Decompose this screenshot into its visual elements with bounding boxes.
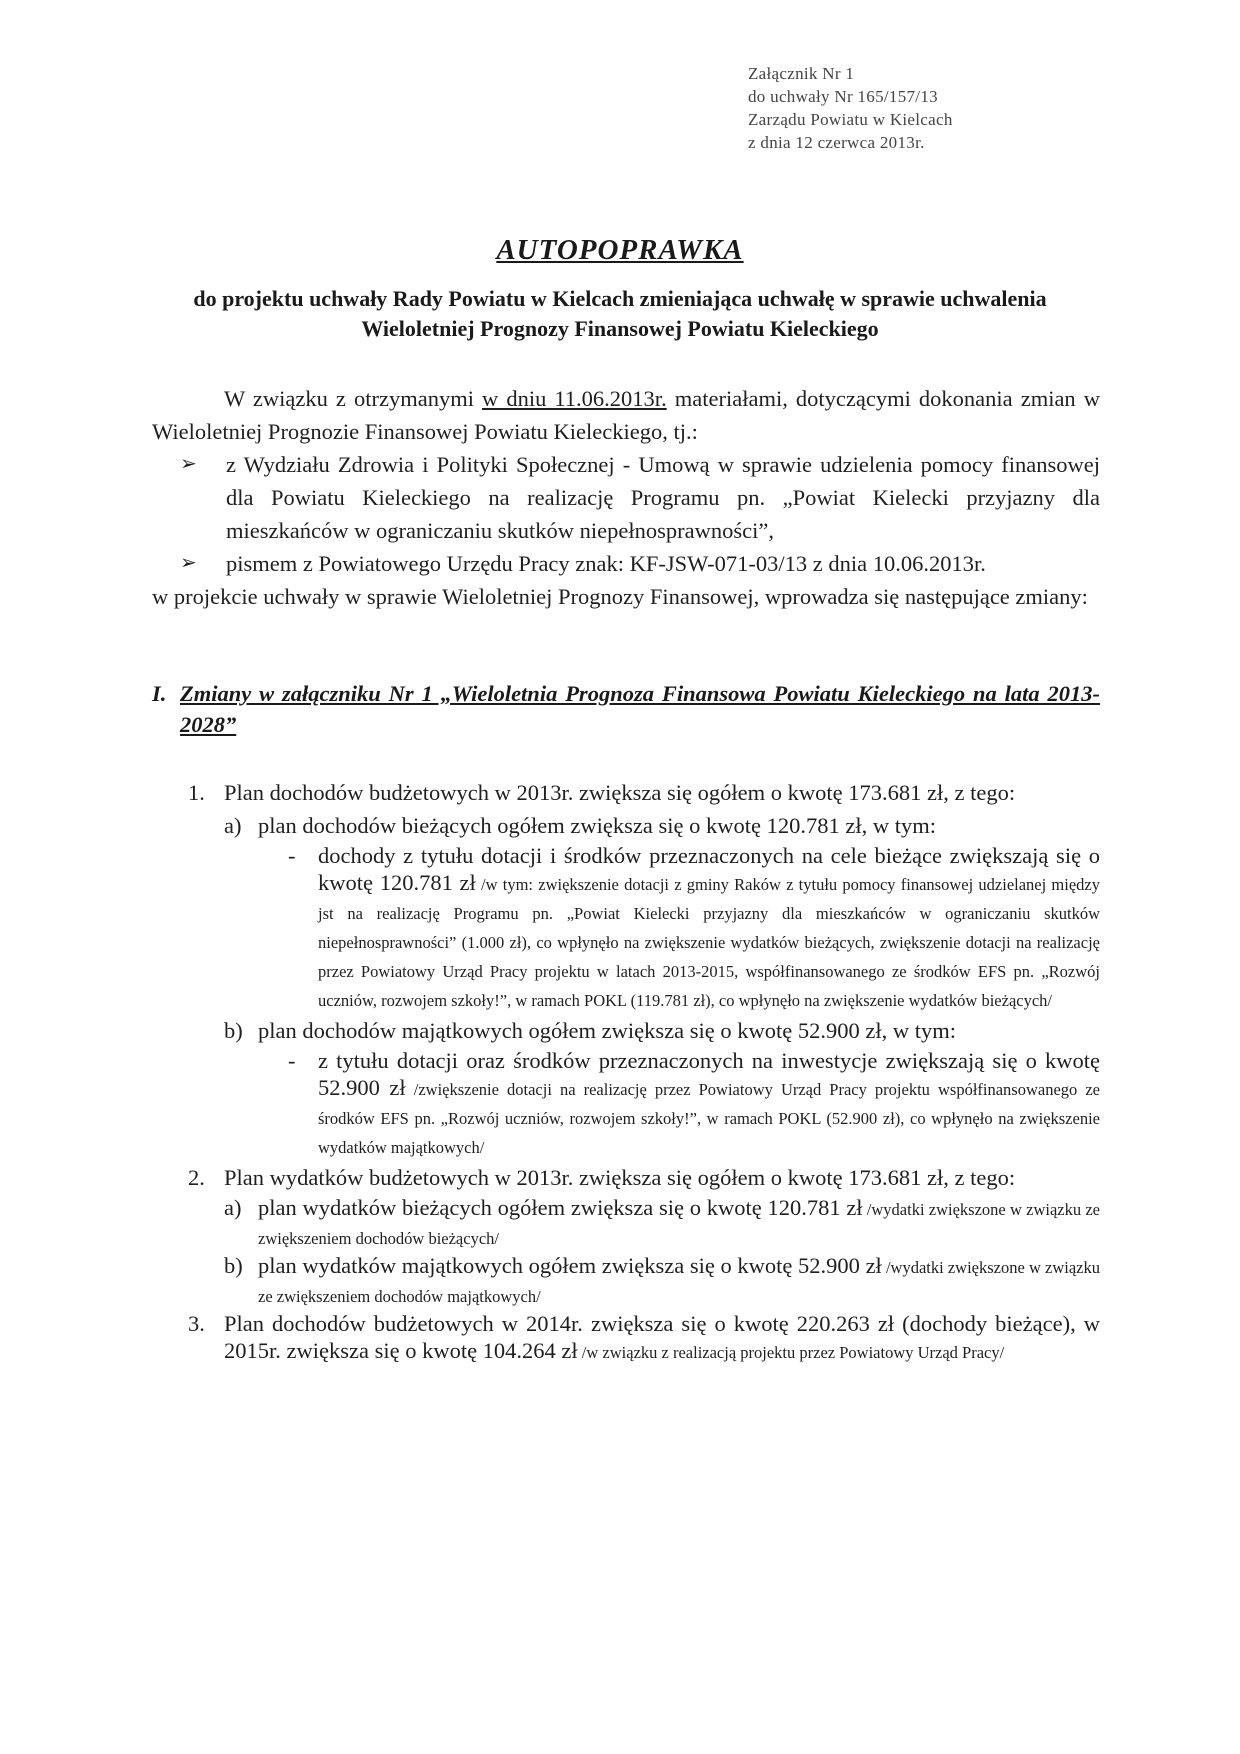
- sub-item: [224, 1252, 1100, 1310]
- sub-item-label: a): [224, 1195, 242, 1220]
- sub-item-note: /wydatki zwiększone w związku ze zwiększeniem dochodów majątkowych/: [258, 1258, 1100, 1306]
- dash-marker: -: [288, 1048, 296, 1073]
- list-item: [180, 448, 1100, 547]
- sub-item-text: plan wydatków bieżących ogółem zwiększa się o kwotę 120.781 zł: [258, 1195, 863, 1220]
- sub-item: [224, 809, 1100, 1014]
- list-item: [180, 547, 1100, 580]
- item-note: /w związku z realizacją projektu przez Powiatowy Urząd Pracy/: [577, 1343, 1005, 1362]
- sub-item: [224, 1014, 1100, 1161]
- source-list: [180, 448, 1100, 580]
- attachment-line: z dnia 12 czerwca 2013r.: [748, 133, 925, 152]
- list-item-text: pismem z Powiatowego Urzędu Pracy znak: KF-JSW-071-03/13 z dnia 10.06.2013r.: [226, 551, 986, 576]
- section-number: I.: [152, 681, 167, 706]
- section-title: Zmiany w załączniku Nr 1 „Wieloletnia Prognoza Finansowa Powiatu Kieleckiego na lata 2013-2028”: [180, 681, 1100, 737]
- dash-item: [288, 842, 1100, 1014]
- dash-item-note: /zwiększenie dotacji na realizację przez Powiatowy Urząd Pracy projektu współfinansowanego ze środków EFS pn. „Rozwój uczniów, rozwojem szkoły!”, w ramach POKL (52.900 zł), co wpłynęło na zwiększenie wydatków majątkowych/: [318, 1080, 1100, 1157]
- list-item: [152, 1310, 1100, 1366]
- sub-item-text: plan wydatków majątkowych ogółem zwiększa się o kwotę 52.900 zł: [258, 1253, 882, 1278]
- dash-item: [288, 1047, 1100, 1161]
- dash-item-text: dochody z tytułu dotacji i środków przeznaczonych na cele bieżące zwiększają się o kwotę 120.781 zł: [318, 843, 1100, 895]
- sub-item-label: a): [224, 813, 242, 838]
- attachment-line: Załącznik Nr 1: [748, 64, 855, 83]
- document-title: AUTOPOPRAWKA: [496, 234, 744, 266]
- sub-item-note: /wydatki zwiększone w związku ze zwiększeniem dochodów bieżących/: [258, 1200, 1100, 1248]
- list-item: [152, 776, 1100, 1161]
- arrowhead-bullet-icon: ➢: [180, 453, 197, 475]
- list-item: [152, 1161, 1100, 1310]
- dash-marker: -: [288, 843, 296, 868]
- sub-item-text: plan dochodów majątkowych ogółem zwiększa się o kwotę 52.900 zł, w tym:: [258, 1018, 956, 1043]
- sub-item-label: b): [224, 1253, 243, 1278]
- intro-text: materiałami, dotyczącymi dokonania zmian w Wieloletniej Prognozie Finansowej Powiatu Kieleckiego, tj.:: [152, 386, 1100, 444]
- attachment-line: do uchwały Nr 165/157/13: [748, 87, 938, 106]
- item-text: Plan dochodów budżetowych w 2013r. zwiększa się ogółem o kwotę 173.681 zł, z tego:: [224, 780, 1016, 805]
- item-number: 1.: [188, 780, 205, 805]
- intro-date: w dniu 11.06.2013r.: [482, 386, 667, 411]
- sub-item: [224, 1194, 1100, 1252]
- list-item-text: z Wydziału Zdrowia i Polityki Społecznej - Umową w sprawie udzielenia pomocy finansowej dla Powiatu Kieleckiego na realizację Programu pn. „Powiat Kielecki przyjazny dla mieszkańców w ograniczaniu skutków niepełnosprawności”,: [226, 452, 1100, 543]
- sub-item-text: plan dochodów bieżących ogółem zwiększa się o kwotę 120.781 zł, w tym:: [258, 813, 936, 838]
- attachment-header: [748, 62, 953, 154]
- item-number: 3.: [188, 1311, 205, 1336]
- document-subtitle: do projektu uchwały Rady Powiatu w Kielcach zmieniająca uchwałę w sprawie uchwalenia Wieloletniej Prognozy Finansowej Powiatu Kieleckiego: [193, 286, 1047, 341]
- dash-item-text: z tytułu dotacji oraz środków przeznaczonych na inwestycje zwiększają się o kwotę 52.900 zł: [318, 1048, 1100, 1100]
- arrowhead-bullet-icon: ➢: [180, 552, 197, 574]
- intro-outro: w projekcie uchwały w sprawie Wieloletniej Prognozy Finansowej, wprowadza się następujące zmiany:: [152, 584, 1088, 609]
- attachment-line: Zarządu Powiatu w Kielcach: [748, 110, 953, 129]
- dash-item-note: /w tym: zwiększenie dotacji z gminy Raków z tytułu pomocy finansowej udzielanej między jst na realizację Programu pn. „Powiat Kielecki przyjazny dla mieszkańców w ograniczaniu skutków niepełnosprawności” (1.000 zł), co wpłynęło na zwiększenie wydatków bieżących, zwiększenie dotacji na realizację przez Powiatowy Urząd Pracy projektu w latach 2013-2015, współfinansowanego ze środków EFS pn. „Rozwój uczniów, rozwojem szkoły!”, w ramach POKL (119.781 zł), co wpłynęło na zwiększenie wydatków bieżących/: [318, 875, 1100, 1010]
- item-text: Plan wydatków budżetowych w 2013r. zwiększa się ogółem o kwotę 173.681 zł, z tego:: [224, 1165, 1016, 1190]
- intro-text: W związku z otrzymanymi: [224, 386, 483, 411]
- item-number: 2.: [188, 1165, 205, 1190]
- item-text: Plan dochodów budżetowych w 2014r. zwiększa się o kwotę 220.263 zł (dochody bieżące), w 2015r. zwiększa się o kwotę 104.264 zł: [224, 1311, 1100, 1363]
- changes-list: [152, 776, 1100, 1366]
- section-heading: [152, 678, 1100, 740]
- sub-item-label: b): [224, 1018, 243, 1043]
- intro-paragraph: [152, 382, 1100, 448]
